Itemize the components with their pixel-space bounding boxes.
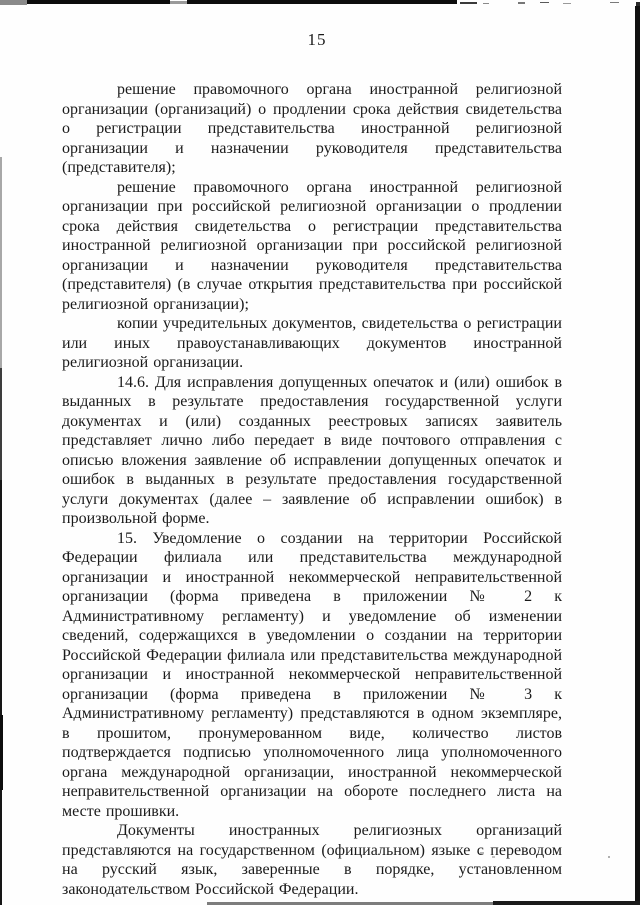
paragraph-foreign-religious-documents-language: Документы иностранных религиозных организаций представляются на государственном (официальном) языке с переводом на русский язык, заверенные в порядке, установленном законодательством Российской Федерации.: [62, 822, 562, 898]
paragraph-decision-foreign-org-at-russian-org: решение правомочного органа иностранной религиозной организации при российской религиозной организации о продлении срока действия свидетельства о регистрации представительства иностранной религиозной организации при российской религиозной организации и назначении руководителя представительства (представителя) (в случае открытия представительства при российской религиозной организации);: [62, 178, 562, 313]
scan-edge-bottom-segment: [493, 901, 640, 905]
scan-edge-left-line: [0, 480, 2, 905]
scan-edge-right-bar: [635, 6, 640, 905]
scan-edge-top-segment: [27, 0, 170, 4]
page-number: 15: [307, 30, 327, 49]
scan-edge-top-dash: [518, 2, 525, 4]
scan-edge-left-line: [0, 157, 2, 368]
scan-edge-top-dash: [563, 3, 571, 4]
paragraph-15-notification-of-creation: 15. Уведомление о создании на территории Российской Федерации филиала или представительства международной организации и иностранной некоммерческой неправительственной организации (форма приведена в приложении № 2 к Административному регламенту) и уведомление об изменении сведений, содержащихся в уведомлении о создании на территории Российской Федерации филиала или представительства международной организации и иностранной некоммерческой неправительственной организации (форма приведена в приложении № 3 к Административному регламенту) представляются в одном экземпляре, в прошитом, пронумерованном виде, количество листов подтверждается подписью уполномоченного лица уполномоченного органа международной организации, иностранной некоммерческой неправительственной организации на обороте последнего листа на месте прошивки.: [62, 529, 562, 820]
scan-edge-top-dash: [460, 2, 477, 4]
scan-edge-top-dash: [483, 3, 489, 4]
scan-edge-top-dash: [540, 2, 549, 3]
paragraph-copies-of-founding-documents: копии учредительных документов, свидетельства о регистрации или иных правоустанавливающих документов иностранной религиозной организации.: [62, 315, 562, 371]
scan-edge-top-segment: [187, 0, 457, 4]
scan-edge-right-bar: [636, 2, 640, 6]
scan-edge-left-line: [0, 715, 3, 790]
paragraph-decision-foreign-org: решение правомочного органа иностранной религиозной организации (организаций) о продлении срока действия свидетельства о регистрации представительства иностранной религиозной организации и назначении руководителя представительства (представителя);: [62, 81, 562, 176]
paragraph-14-6-error-correction: 14.6. Для исправления допущенных опечаток и (или) ошибок в выданных в результате предоставления государственной услуги документах и (или) созданных реестровых записях заявитель представляет лично либо передает в виде почтового отправления с описью вложения заявление об исправлении допущенных опечаток и ошибок в выданных в результате предоставления государственной услуги документах (далее – заявление об исправлении ошибок) в произвольной форме.: [62, 373, 562, 527]
scan-speck: [608, 856, 610, 858]
scan-edge-left-line: [0, 368, 2, 480]
scan-edge-top-segment: [0, 0, 27, 5]
scan-edge-top-dash: [610, 2, 619, 3]
scan-edge-top-segment: [170, 1, 187, 4]
document-body: [62, 80, 562, 899]
